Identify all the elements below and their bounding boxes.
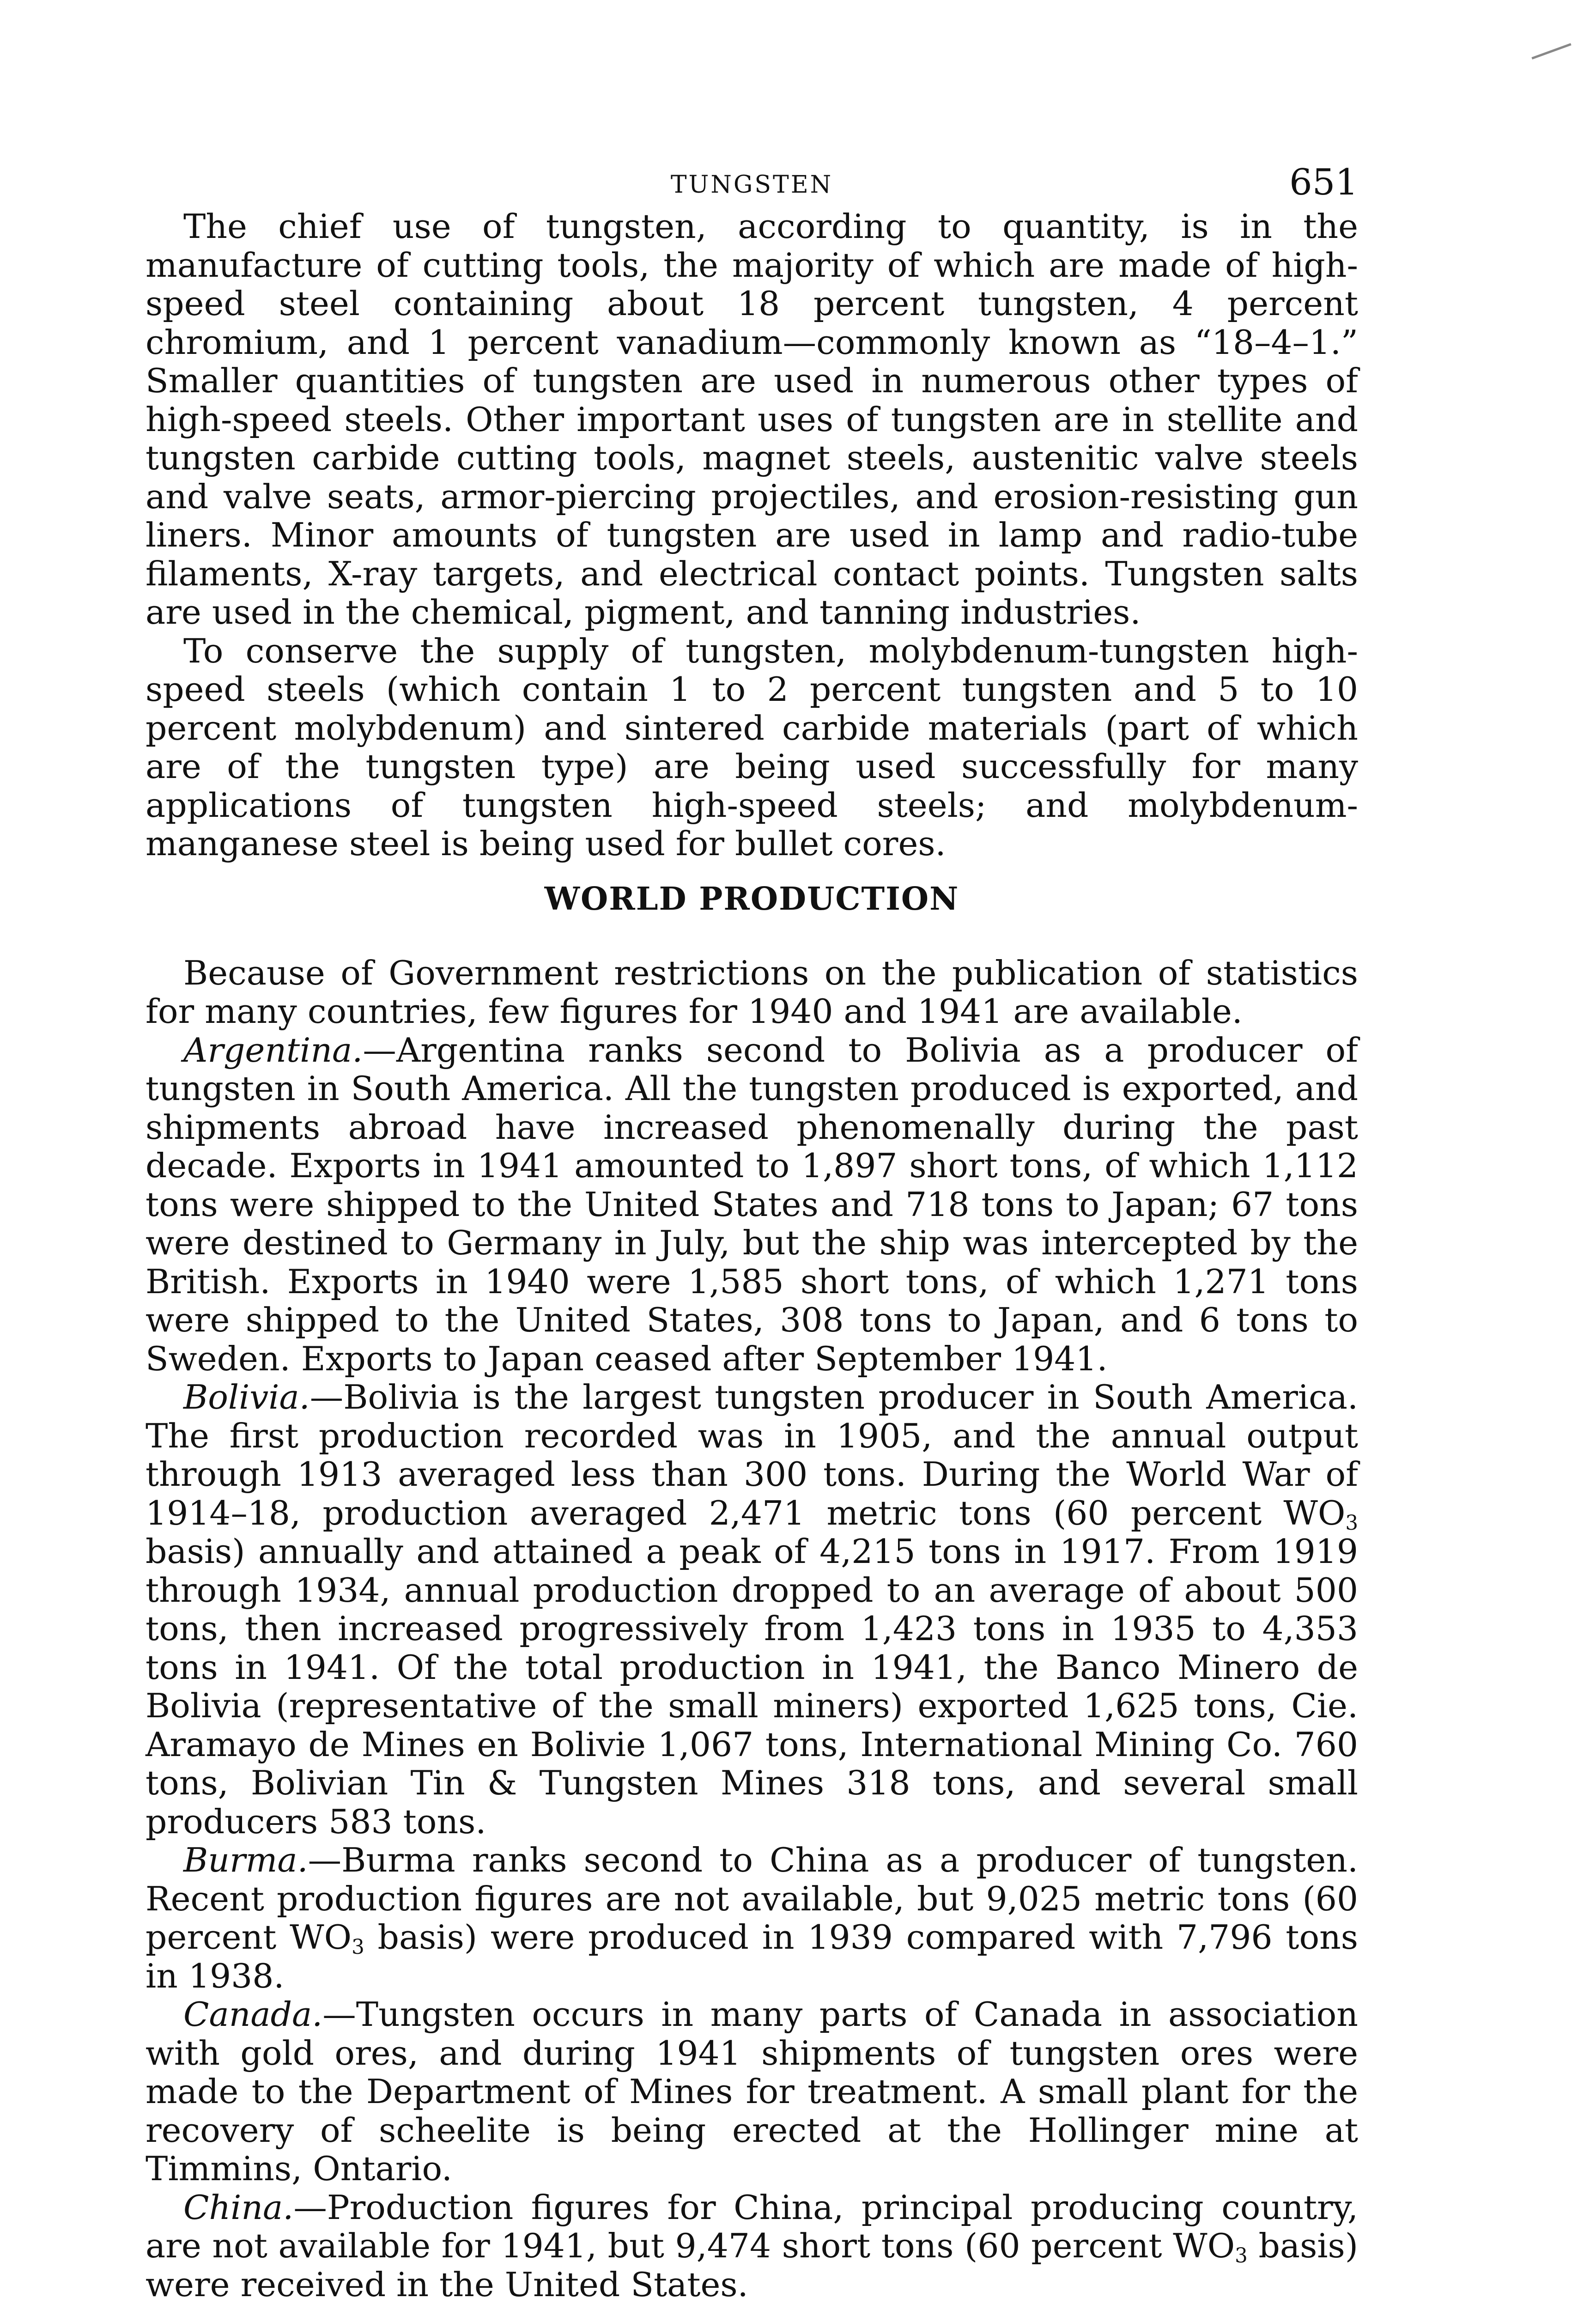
argentina-text: —Argentina ranks second to Bolivia as a producer of tungsten in South America. All the tungsten produced is exported, and shipments abroad have increased phenomenally during the past decade. Exports in 1941 amounted to 1,897 short tons, of which 1,112 tons were shipped to the United States and 718 tons to Japan; 67 tons were destined to Germany in July, but the ship was intercepted by the British. Exports in 1940 were 1,585 short tons, of which 1,271 tons were shipped to the United States, 308 tons to Japan, and 6 tons to Sweden. Exports to Japan ceased after September 1941. (146, 1031, 1358, 1379)
paragraph-uses: The chief use of tungsten, according to quantity, is in the manufacture of cutting tools, the majority of which are made of high-speed steel containing about 18 percent tungsten, 4 percent chromium, and 1 percent vanadium—commonly known as “18–4–1.” Smaller quantities of tungsten are used in numerous other types of high-speed steels. Other important uses of tungsten are in stellite and tungsten carbide cutting tools, magnet steels, austenitic valve steels and valve seats, armor-piercing projectiles, and erosion-resisting gun liners. Minor amounts of tungsten are used in lamp and radio-tube filaments, X-ray targets, and electrical contact points. Tungsten salts are used in the chemical, pigment, and tanning industries. (146, 207, 1358, 632)
country-name-china: China. (183, 2188, 294, 2227)
subscript-3: 3 (1235, 2244, 1248, 2267)
burma-text-a: —Burma ranks second to China as a producer of tungsten. Recent production figures are not available, but 9,025 metric tons (60 percent WO (146, 1841, 1358, 1957)
country-name-canada: Canada. (183, 1995, 323, 2034)
canada-text: —Tungsten occurs in many parts of Canada in association with gold ores, and during 1941 shipments of tungsten ores were made to the Department of Mines for treatment. A small plant for the recovery of scheelite is being erected at the Hollinger mine at Timmins, Ontario. (146, 1995, 1358, 2188)
paragraph-intro: Because of Government restrictions on the publication of statistics for many countries, few figures for 1940 and 1941 are available. (146, 954, 1358, 1031)
china-text-a: —Production figures for China, principal producing country, are not available for 1941, but 9,474 short tons (60 percent WO (146, 2188, 1358, 2266)
subscript-3: 3 (1345, 1511, 1358, 1535)
burma-text-b: basis) were produced in 1939 compared with 7,796 tons in 1938. (146, 1918, 1358, 1996)
country-name-burma: Burma. (183, 1841, 308, 1880)
bolivia-text-b: basis) annually and attained a peak of 4,215 tons in 1917. From 1919 through 1934, annual production dropped to an average of about 500 tons, then increased progressively from 1,423 tons in 1935 to 4,353 tons in 1941. Of the total production in 1941, the Banco Minero de Bolivia (representative of the small miners) exported 1,625 tons, Cie. Aramayo de Mines en Bolivie 1,067 tons, International Mining Co. 760 tons, Bolivian Tin & Tungsten Mines 318 tons, and several small producers 583 tons. (146, 1532, 1358, 1842)
running-title: TUNGSTEN (670, 171, 833, 199)
paragraph-burma (146, 1842, 1358, 1996)
bolivia-text-a: —Bolivia is the largest tungsten producer in South America. The first production recorded was in 1905, and the annual output through 1913 averaged less than 300 tons. During the World War of 1914–18, production averaged 2,471 metric tons (60 percent WO (146, 1378, 1358, 1533)
section-heading: WORLD PRODUCTION (544, 880, 959, 918)
page-content (146, 152, 1358, 2304)
paragraph-bolivia (146, 1379, 1358, 1842)
country-name-bolivia: Bolivia. (183, 1378, 310, 1417)
paragraph-argentina (146, 1032, 1358, 1379)
paragraph-china (146, 2189, 1358, 2305)
country-name-argentina: Argentina. (183, 1031, 363, 1070)
paragraph-canada (146, 1996, 1358, 2189)
paragraph-conservation: To conserve the supply of tungsten, molybdenum-tungsten high-speed steels (which contain 1 to 2 percent tungsten and 5 to 10 percent molybdenum) and sintered carbide materials (part of which are of the tungsten type) are being used successfully for many applications of tungsten high-speed steels; and molybdenum-manganese steel is being used for bullet cores. (146, 632, 1358, 863)
margin-mark (1523, 21, 1571, 59)
running-head (146, 152, 1358, 208)
china-text-b: basis) were received in the United States. (146, 2227, 1358, 2304)
page-number: 651 (1289, 162, 1358, 203)
subscript-3: 3 (352, 1935, 364, 1959)
